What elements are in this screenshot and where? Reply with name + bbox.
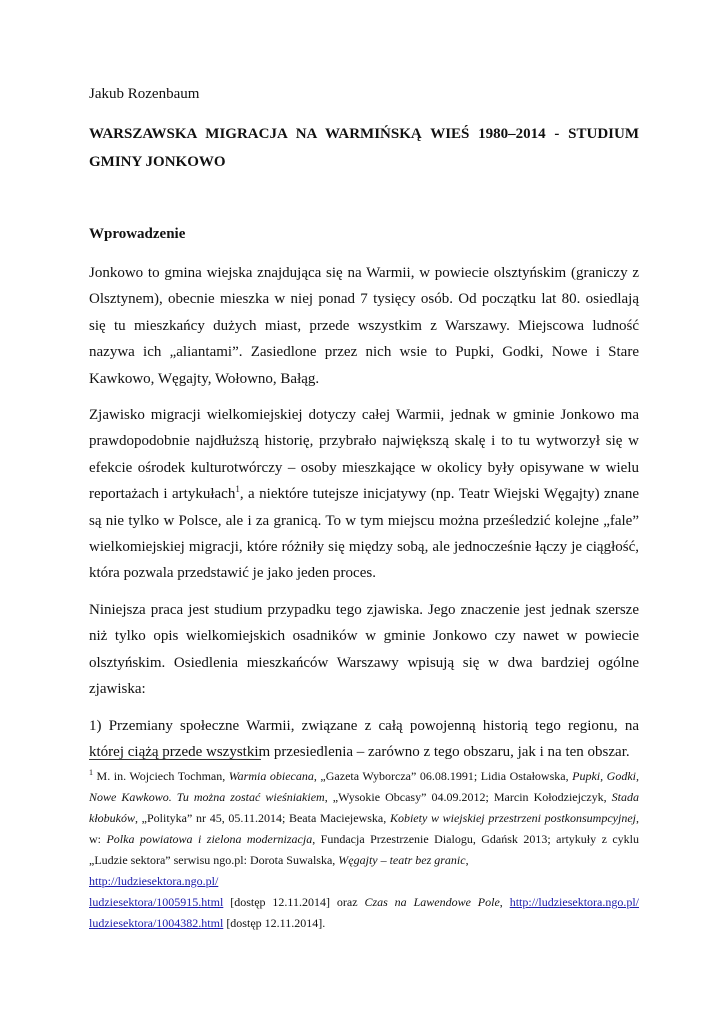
footnote-text: , „Wysokie Obcasy” 04.09.2012; Marcin Kołodziejczyk, xyxy=(324,790,612,804)
footnote-title: Polka powiatowa i zielona modernizacja xyxy=(106,832,313,846)
paragraph-2 xyxy=(89,402,639,587)
paragraph-1: Jonkowo to gmina wiejska znajdująca się na Warmii, w powiecie olsztyńskim (graniczy z Olsztynem), obecnie mieszka w niej ponad 7 tysięcy osób. Od początku lat 80. osiedlają się tu mieszkańcy dużych miast, przede wszystkim z Warszawy. Miejscowa ludność nazywa ich „aliantami”. Zasiedlone przez nich wsie to Pupki, Godki, Nowe i Stare Kawkowo, Węgajty, Wołowno, Bałąg. xyxy=(89,265,639,387)
paper-title: WARSZAWSKA MIGRACJA NA WARMIŃSKĄ WIEŚ 1980–2014 - STUDIUM GMINY JONKOWO xyxy=(89,126,639,170)
footnote-title: Kobiety w wiejskiej przestrzeni postkonsumpcyjnej xyxy=(389,811,636,825)
footnote-text: , w: xyxy=(89,811,639,846)
footnote-title: Węgajty – teatr bez granic xyxy=(338,853,466,867)
footnote-number: 1 xyxy=(89,768,93,777)
paragraph-4: 1) Przemiany społeczne Warmii, związane z całą powojenną historią tego regionu, na której ciążą przede wszystkim przesiedlenia – zarówno z tego obszaru, jak i na ten obszar. xyxy=(89,717,639,760)
section-heading: Wprowadzenie xyxy=(89,226,186,242)
footnote-link-1-part-b[interactable]: ludziesektora/1005915.html xyxy=(89,895,224,909)
footnote-title: Czas na Lawendowe Pole xyxy=(364,895,500,909)
footnote-text: , Fundacja Przestrzenie Dialogu, Gdańsk 2013; artykuły z cyklu „Ludzie sektora” serwisu ngo.pl: Dorota Suwalska, xyxy=(89,832,640,867)
footnote-text: , „Gazeta Wyborcza” 06.08.1991; Lidia Ostałowska, xyxy=(313,769,573,783)
paragraph-2-part-a: Zjawisko migracji wielkomiejskiej dotyczy całej Warmii, jednak w gminie Jonkowo ma prawdopodobnie najdłuższą historię, przybrało największą skalę i to tu wytworzył się w efekcie ośrodek kulturotwórczy – osoby mieszkające w okolicy były opisywane w wielu reportażach i artykułach xyxy=(89,407,639,503)
page-body xyxy=(89,84,639,775)
footnote-link-2-part-a[interactable]: http://ludziesektora.ngo.pl/ xyxy=(509,895,640,909)
footnote-text: , xyxy=(499,895,510,909)
footnote-title: Warmia obiecana xyxy=(228,769,314,783)
footnote-link-2-part-b[interactable]: ludziesektora/1004382.html xyxy=(89,916,224,930)
footnote-title: Pupki, Godki, Nowe Kawkowo. Tu można zostać wieśniakiem xyxy=(89,769,639,804)
footnote-link-1-part-a[interactable]: http://ludziesektora.ngo.pl/ xyxy=(89,874,219,888)
footnote-text: [dostęp 12.11.2014] oraz xyxy=(223,895,365,909)
paragraph-3: Niniejsza praca jest studium przypadku tego zjawiska. Jego znaczenie jest jednak szersze niż tylko opis wielkomiejskich osadników w gminie Jonkowo czy nawet w powiecie olsztyńskim. Osiedlenia mieszkańców Warszawy wpisują się w dwa bardziej ogólne zjawiska: xyxy=(89,601,639,698)
footnote-line xyxy=(89,892,639,913)
footnote-title: Stada kłobuków xyxy=(89,790,639,825)
footnote-text: [dostęp 12.11.2014]. xyxy=(223,916,326,930)
paragraph-2-part-b: , a niektóre tutejsze inicjatywy (np. Teatr Wiejski Węgajty) znane są nie tylko w Polsce, ale i za granicą. To w tym miejscu można prześledzić kolejne „fale” wielkomiejskiej migracji, które różniły się między sobą, ale jednocześnie łączy je ciągłość, która pozwala przedstawić je jako jeden proces. xyxy=(89,486,640,582)
footnote-text: , xyxy=(465,853,469,867)
author-name: Jakub Rozenbaum xyxy=(89,86,200,102)
footnote-1 xyxy=(89,766,639,934)
footnote-reference[interactable]: 1 xyxy=(235,484,240,495)
footnote-text: M. in. Wojciech Tochman, xyxy=(93,769,229,783)
footnote-text: , „Polityka” nr 45, 05.11.2014; Beata Maciejewska, xyxy=(135,811,390,825)
footnote-separator xyxy=(89,759,261,760)
